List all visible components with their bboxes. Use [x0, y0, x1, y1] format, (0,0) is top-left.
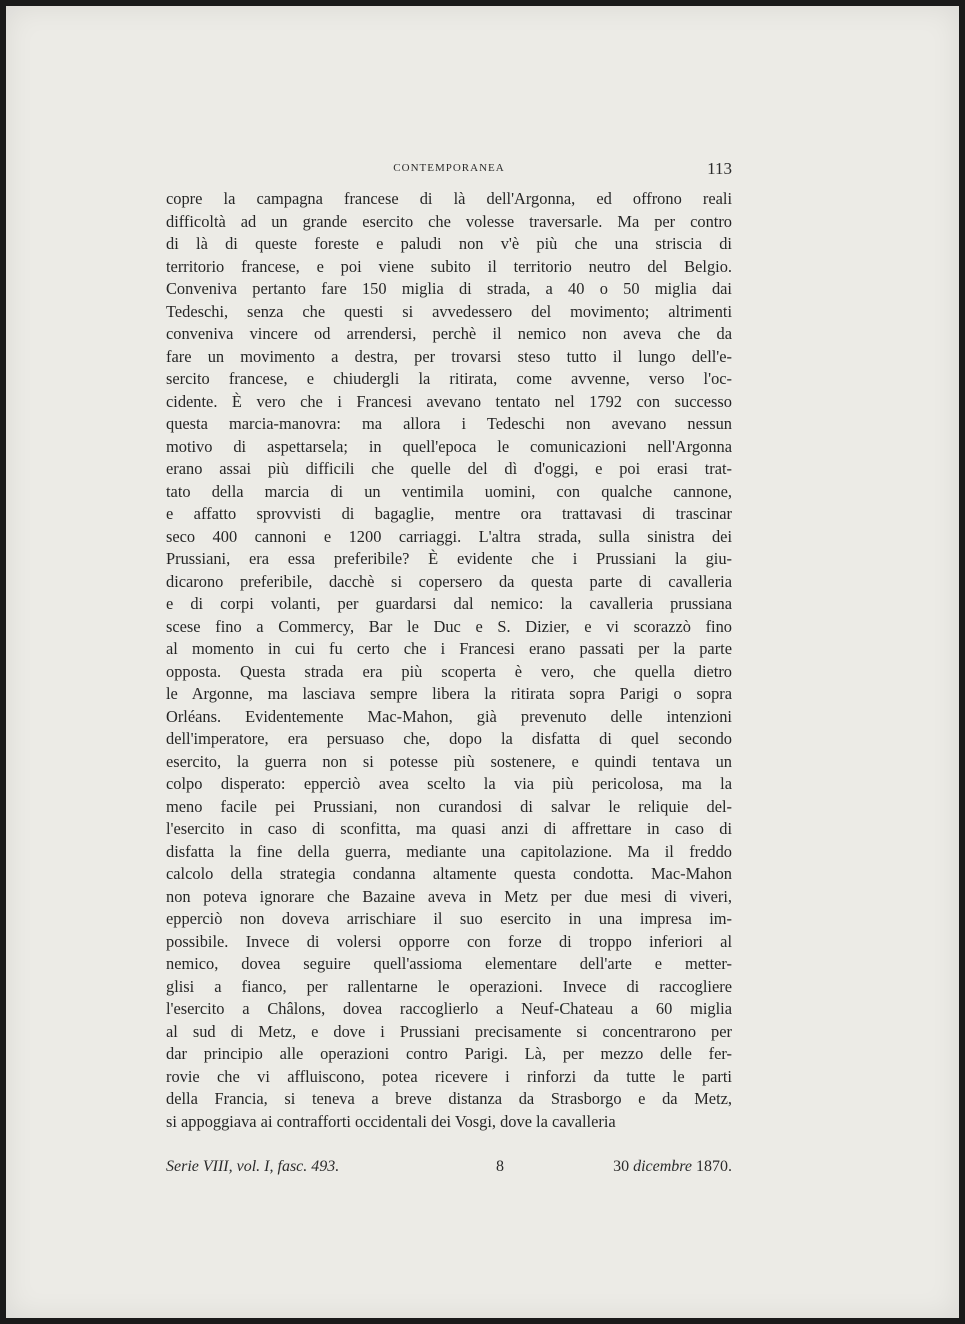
text-line: sercito francese, e chiudergli la ritirata, come avvenne, verso l'oc-: [166, 369, 732, 388]
body-text: [166, 188, 732, 1133]
text-line: dar principio alle operazioni contro Parigi. Là, per mezzo delle fer-: [166, 1044, 732, 1063]
date-month: dicembre: [633, 1158, 692, 1175]
text-line: della Francia, si teneva a breve distanza da Strasborgo e da Metz,: [166, 1089, 732, 1108]
text-line: si appoggiava ai contrafforti occidentali dei Vosgi, dove la cavalleria: [166, 1111, 616, 1131]
text-line: di là di queste foreste e paludi non v'è più che una striscia di: [166, 234, 732, 253]
text-line: Tedeschi, senza che questi si avvedessero del movimento; altrimenti: [166, 301, 732, 321]
text-line: al sud di Metz, e dove i Prussiani precisamente si concentrarono per: [166, 1021, 732, 1041]
issue-date: [613, 1158, 732, 1176]
text-line: disfatta la fine della guerra, mediante una capitolazione. Ma il freddo: [166, 841, 732, 861]
text-line: rovie che vi affluiscono, potea ricevere i rinforzi da tutte le parti: [166, 1066, 732, 1086]
text-line: calcolo della strategia condanna altamente questa condotta. Mac-Mahon: [166, 864, 732, 883]
text-line: l'esercito in caso di sconfitta, ma quasi anzi di affrettare in caso di: [166, 819, 732, 838]
date-year: 1870.: [696, 1158, 732, 1175]
text-line: possibile. Invece di volersi opporre con forze di troppo inferiori al: [166, 931, 732, 951]
signature-mark: 8: [496, 1158, 504, 1175]
text-line: cidente. È vero che i Francesi avevano tentato nel 1792 con successo: [166, 391, 732, 411]
text-line: conveniva vincere od arrendersi, perchè il nemico non aveva che da: [166, 324, 732, 343]
text-line: meno facile pei Prussiani, non curandosi di salvar le reliquie del-: [166, 796, 732, 816]
text-line: esercito, la guerra non si potesse più sostenere, e quindi tentava un: [166, 751, 732, 771]
text-line: al momento in cui fu certo che i Francesi erano passati per la parte: [166, 639, 732, 658]
text-line: Orléans. Evidentemente Mac-Mahon, già prevenuto delle intenzioni: [166, 706, 732, 726]
text-line: fare un movimento a destra, per trovarsi steso tutto il lungo dell'e-: [166, 346, 732, 366]
date-day: 30: [613, 1158, 630, 1175]
text-line: l'esercito a Châlons, dovea raccoglierlo a Neuf-Chateau a 60 miglia: [166, 999, 732, 1018]
text-line: nemico, dovea seguire quell'assioma elementare dell'arte e metter-: [166, 954, 732, 973]
text-line: territorio francese, e poi viene subito il territorio neutro del Belgio.: [166, 256, 732, 276]
text-line: glisi a fianco, per rallentarne le operazioni. Invece di raccogliere: [166, 976, 732, 996]
page-number: 113: [707, 159, 732, 178]
text-line: e di corpi volanti, per guardarsi dal nemico: la cavalleria prussiana: [166, 594, 732, 613]
text-line: epperciò non doveva arrischiare il suo esercito in una impresa im-: [166, 909, 732, 928]
running-title: CONTEMPORANEA: [393, 162, 505, 174]
text-line: Conveniva pertanto fare 150 miglia di strada, a 40 o 50 miglia dai: [166, 279, 732, 298]
text-line: dell'imperatore, era persuaso che, dopo la disfatta di quel secondo: [166, 729, 732, 748]
text-line: difficoltà ad un grande esercito che volesse traversarle. Ma per contro: [166, 211, 732, 231]
text-line: non poteva ignorare che Bazaine aveva in Metz per due mesi di viveri,: [166, 886, 732, 906]
book-page: [6, 6, 959, 1318]
text-line: motivo di aspettarsela; in quell'epoca le comunicazioni nell'Argonna: [166, 436, 732, 456]
page-footer: [166, 1158, 732, 1180]
series-info: Serie VIII, vol. I, fasc. 493.: [166, 1158, 340, 1175]
text-line: questa marcia-manovra: ma allora i Tedeschi non avevano nessun: [166, 414, 732, 433]
text-line: le Argonne, ma lasciava sempre libera la ritirata sopra Parigi o sopra: [166, 684, 732, 703]
text-line: scese fino a Commercy, Bar le Duc e S. Dizier, e vi scorazzò fino: [166, 616, 732, 636]
text-line: e affatto sprovvisti di bagaglie, mentre ora trattavasi di trascinar: [166, 504, 732, 523]
text-line: dicarono preferibile, dacchè si copersero da questa parte di cavalleria: [166, 571, 732, 591]
text-line: tato della marcia di un ventimila uomini, con qualche cannone,: [166, 481, 732, 501]
text-line: erano assai più difficili che quelle del dì d'oggi, e poi erasi trat-: [166, 459, 732, 478]
text-line: Prussiani, era essa preferibile? È evidente che i Prussiani la giu-: [166, 549, 732, 568]
text-line: opposta. Questa strada era più scoperta è vero, che quella dietro: [166, 661, 732, 681]
text-line: copre la campagna francese di là dell'Argonna, ed offrono reali: [166, 189, 732, 208]
text-line: colpo disperato: epperciò avea scelto la via più pericolosa, ma la: [166, 774, 732, 793]
text-line: seco 400 cannoni e 1200 carriaggi. L'altra strada, sulla sinistra dei: [166, 526, 732, 546]
